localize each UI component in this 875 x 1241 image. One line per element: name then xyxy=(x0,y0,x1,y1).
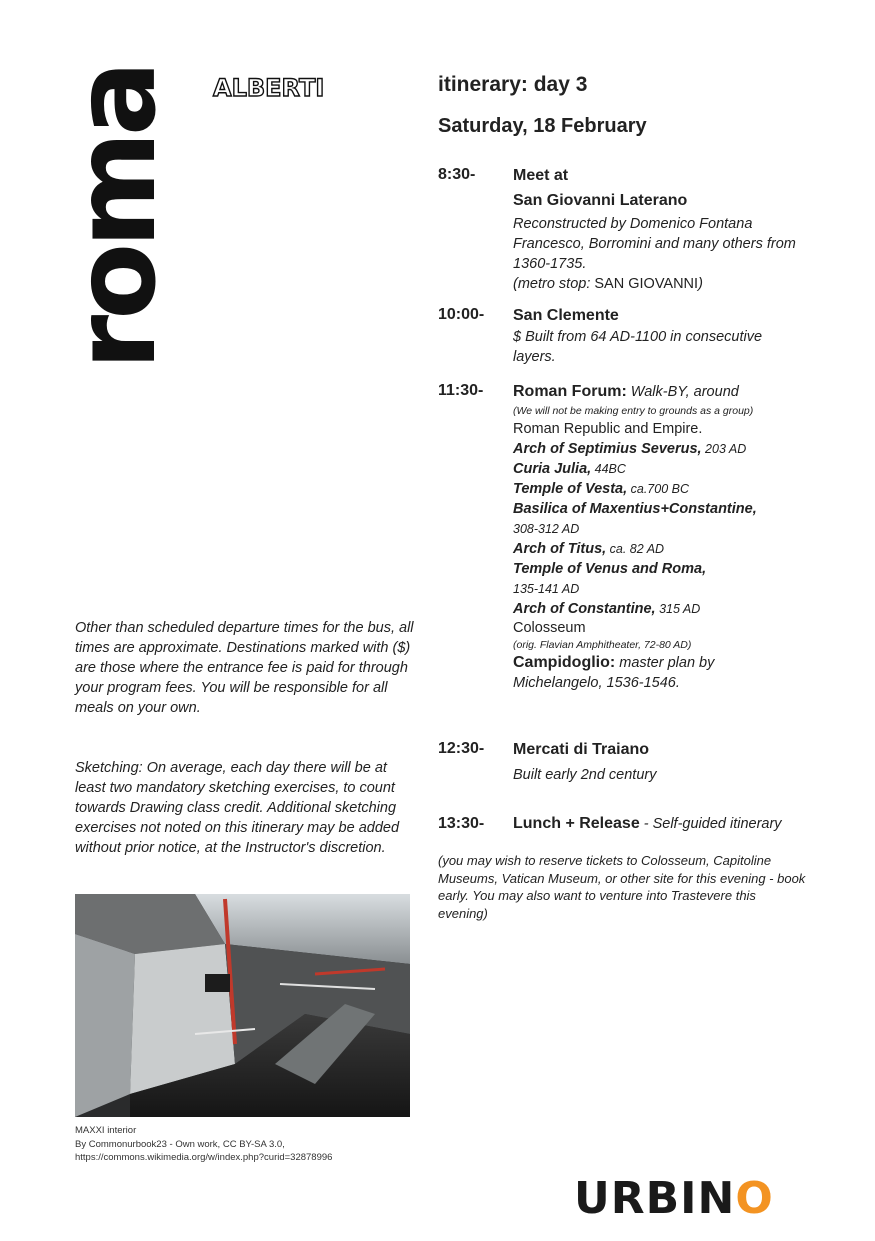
itinerary-heading: itinerary: day 3 xyxy=(438,73,588,96)
entry-title-line xyxy=(513,381,813,403)
campidoglio-entry: Campidoglio: master plan by Michelangelo, 1536-1546. xyxy=(513,654,715,691)
metro-note: (metro stop: SAN GIOVANNI) xyxy=(513,276,703,292)
entry-description: Reconstructed by Domenico Fontana Francesco, Borromini and many others from 1360-1735. xyxy=(513,216,796,272)
program-name: ALBERTI xyxy=(213,74,325,102)
time-slot: 8:30- xyxy=(438,166,476,183)
site-item: Arch of Septimius Severus, 203 AD xyxy=(513,441,747,457)
photo-caption xyxy=(75,1124,415,1165)
schedule-entry xyxy=(513,739,813,785)
entry-title: Roman Forum: xyxy=(513,383,627,400)
site-item: Temple of Vesta, ca.700 BC xyxy=(513,481,689,497)
site-item: Arch of Constantine, 315 AD xyxy=(513,601,701,617)
entry-description: $ Built from 64 AD-1100 in consecutive layers. xyxy=(513,329,763,365)
vertical-title-text: roma xyxy=(51,65,181,370)
general-note: Other than scheduled departure times for the bus, all times are approximate. Destinations marked with ($) are those where the entrance fee is paid for through your program fees. You will be responsible for all meals on your own. xyxy=(75,620,414,716)
entry-title: Meet at xyxy=(513,167,569,184)
colosseum-note: (orig. Flavian Amphitheater, 72-80 AD) xyxy=(513,639,692,651)
schedule-entry xyxy=(513,165,813,294)
time-slot: 11:30- xyxy=(438,382,484,399)
urbino-logo: URBINO xyxy=(574,1173,774,1224)
entry-subtitle: Roman Republic and Empire. xyxy=(513,421,703,437)
maxxi-interior-photo xyxy=(75,894,410,1117)
metro-stop: SAN GIOVANNI xyxy=(594,276,699,292)
site-item: Curia Julia, 44BC xyxy=(513,461,626,477)
site-item: Arch of Titus, ca. 82 AD xyxy=(513,541,665,557)
colosseum-label: Colosseum xyxy=(513,620,586,636)
entry-title-note: Walk-BY, around xyxy=(626,384,739,400)
entry-title: San Giovanni Laterano xyxy=(513,192,688,209)
entry-note: (We will not be making entry to grounds as a group) xyxy=(513,405,754,417)
entry-description: Built early 2nd century xyxy=(513,767,657,783)
schedule-entry xyxy=(513,305,813,367)
caption-title: MAXXI interior xyxy=(75,1125,137,1136)
caption-credit: By Commonurbook23 - Own work, CC BY-SA 3.0, https://commons.wikimedia.org/w/index.php?curid=32878996 xyxy=(75,1138,333,1163)
entry-title-note: - Self-guided itinerary xyxy=(639,816,782,832)
entry-title: Mercati di Traiano xyxy=(513,741,650,758)
itinerary-date: Saturday, 18 February xyxy=(438,115,647,137)
entry-title: San Clemente xyxy=(513,307,619,324)
schedule-entry xyxy=(513,814,813,834)
time-slot: 12:30- xyxy=(438,740,485,757)
lunch-note: (you may wish to reserve tickets to Colosseum, Capitoline Museums, Vatican Museum, or other site for this evening - book early. You may also want to venture into Trastevere this evening) xyxy=(438,853,806,921)
sketching-note: Sketching: On average, each day there will be at least two mandatory sketching exercises, to count towards Drawing class credit. Additional sketching exercises not noted on this itinerary may be added without prior notice, at the Instructor's discretion. xyxy=(75,760,400,856)
vertical-title xyxy=(51,65,190,370)
time-slot: 13:30- xyxy=(438,815,485,832)
schedule-entry xyxy=(513,381,813,693)
logo-accent-letter: O xyxy=(735,1173,774,1224)
site-item: Basilica of Maxentius+Constantine, 308-312 AD xyxy=(513,501,757,536)
time-slot: 10:00- xyxy=(438,306,485,323)
entry-title: Lunch + Release xyxy=(513,815,640,832)
site-item: Temple of Venus and Roma, 135-141 AD xyxy=(513,561,707,596)
